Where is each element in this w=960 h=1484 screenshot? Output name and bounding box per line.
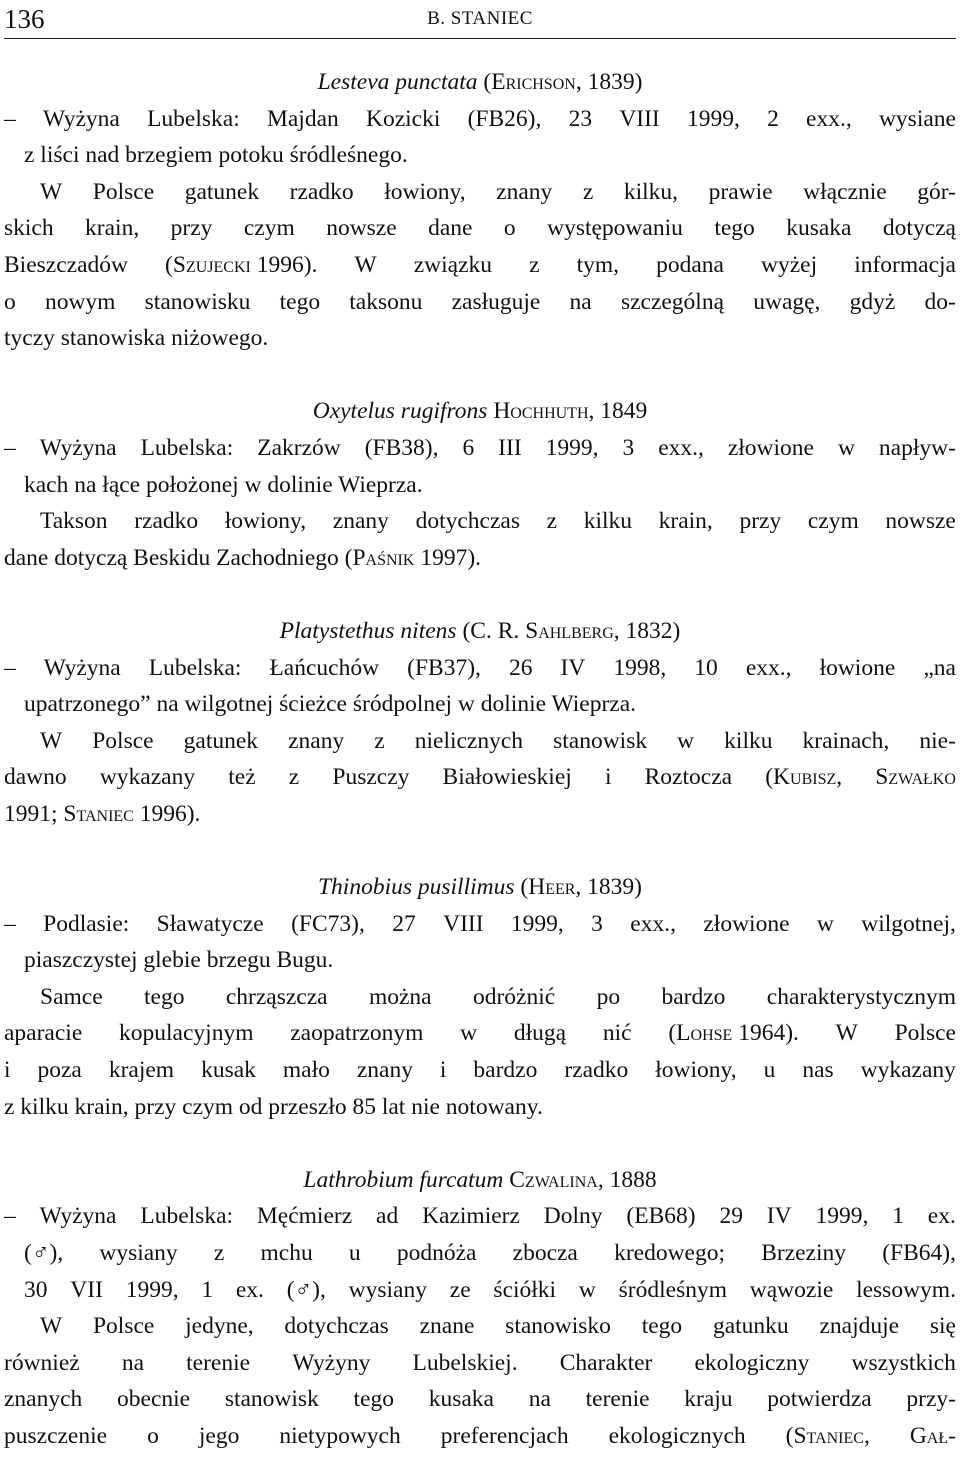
species-heading: Lesteva punctata ( Erichson , 1839) bbox=[317, 69, 643, 95]
paragraph-line: W Polsce jedyne, dotychczas znane stanowisko tego gatunku znajduje się bbox=[40, 1313, 956, 1340]
paragraph-line: skich krain, przy czym nowsze dane o występowaniu tego kusaka dotyczą bbox=[4, 215, 956, 242]
paragraph-line: W Polsce gatunek rzadko łowiony, znany z kilku, prawie włącznie gór- bbox=[40, 178, 956, 205]
paragraph-line: z kilku krain, przy czym od przeszło 85 lat nie notowany. bbox=[4, 1093, 543, 1120]
paragraph-line: puszczenie o jego nietypowych preferencjach ekologicznych (Staniec, Gał- bbox=[4, 1422, 956, 1449]
record-line: (♂), wysiany z mchu u podnóża zbocza kredowego; Brzeziny (FB64), bbox=[24, 1240, 956, 1266]
article-body bbox=[4, 64, 956, 1455]
paragraph-line: znanych obecnie stanowisk tego kusaka na terenie kraju potwierdza przy- bbox=[4, 1386, 956, 1413]
record-line: z liści nad brzegiem potoku śródleśnego. bbox=[24, 142, 408, 169]
record-line: – Podlasie: Sławatycze (FC73), 27 VIII 1999, 3 exx., złowione w wilgotnej, bbox=[4, 910, 956, 937]
page-number: 136 bbox=[4, 4, 45, 34]
record-line: 30 VII 1999, 1 ex. (♂), wysiany ze ściółki w śródleśnym wąwozie lessowym. bbox=[24, 1276, 956, 1303]
page-header bbox=[4, 2, 956, 36]
species-heading: Platystethus nitens (C. R. Sahlberg , 1832) bbox=[279, 617, 681, 644]
paragraph-line: dane dotyczą Beskidu Zachodniego ( Paśnik 1997). bbox=[4, 544, 482, 571]
record-line: – Wyżyna Lubelska: Łańcuchów (FB37), 26 IV 1998, 10 exx., łowione „na bbox=[4, 654, 956, 681]
species-heading: Thinobius pusillimus ( Heer , 1839) bbox=[317, 874, 642, 901]
record-line: – Wyżyna Lubelska: Zakrzów (FB38), 6 III 1999, 3 exx., złowione w napływ- bbox=[4, 434, 956, 461]
header-rule bbox=[4, 38, 956, 39]
paragraph-line: Samce tego chrząszcza można odróżnić po bardzo charakterystycznym bbox=[40, 983, 956, 1010]
species-heading: Lathrobium furcatum Czwalina , 1888 bbox=[303, 1166, 657, 1193]
species-heading: Oxytelus rugifrons Hochhuth , 1849 bbox=[312, 398, 648, 425]
paragraph-line: aparacie kopulacyjnym zaopatrzonym w długą nić (Lohse 1964). W Polsce bbox=[4, 1020, 956, 1047]
paragraph-line: również na terenie Wyżyny Lubelskiej. Charakter ekologiczny wszystkich bbox=[4, 1349, 956, 1376]
paragraph-line: 1991; Staniec 1996). bbox=[4, 800, 201, 827]
record-line: – Wyżyna Lubelska: Męćmierz ad Kazimierz Dolny (EB68) 29 IV 1999, 1 ex. bbox=[4, 1203, 956, 1230]
record-line: – Wyżyna Lubelska: Majdan Kozicki (FB26), 23 VIII 1999, 2 exx., wysiane bbox=[4, 105, 956, 132]
paragraph-line: dawno wykazany też z Puszczy Białowieskiej i Roztocza (Kubisz, Szwałko bbox=[4, 764, 956, 791]
paragraph-line: W Polsce gatunek znany z nielicznych stanowisk w kilku krainach, nie- bbox=[40, 727, 956, 754]
paragraph-line: i poza krajem kusak mało znany i bardzo rzadko łowiony, u nas wykazany bbox=[4, 1057, 956, 1084]
paragraph-line: Bieszczadów (Szujecki 1996). W związku z tym, podana wyżej informacja bbox=[4, 251, 956, 278]
record-line: kach na łące położonej w dolinie Wieprza. bbox=[24, 471, 423, 498]
paragraph-line: o nowym stanowisku tego taksonu zasługuje na szczególną uwagę, gdyż do- bbox=[4, 288, 956, 315]
paragraph-line: tyczy stanowiska niżowego. bbox=[4, 325, 269, 352]
record-line: upatrzonego” na wilgotnej ścieżce śródpolnej w dolinie Wieprza. bbox=[24, 691, 637, 718]
running-head: B. STANIEC bbox=[427, 8, 533, 29]
paragraph-line: Takson rzadko łowiony, znany dotychczas z kilku krain, przy czym nowsze bbox=[40, 508, 956, 535]
record-line: piaszczystej glebie brzegu Bugu. bbox=[24, 947, 334, 974]
